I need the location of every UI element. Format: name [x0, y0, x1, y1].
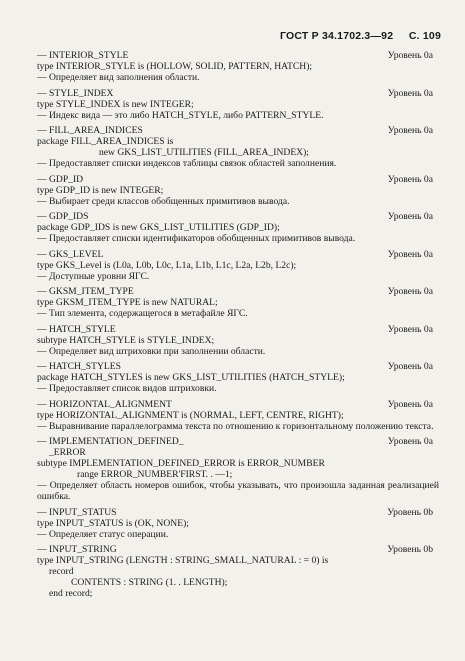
declaration: package HATCH_STYLES is new GKS_LIST_UTILITIES (HATCH_STYLE); — [37, 372, 345, 383]
entry-level: Уровень 0a — [387, 323, 433, 335]
record-keyword: record — [49, 566, 74, 577]
entry-level: Уровень 0a — [387, 87, 433, 99]
page-content — [37, 50, 439, 604]
declaration: type INPUT_STRING (LENGTH : STRING_SMALL_NATURAL : = 0) is — [37, 555, 329, 566]
entry-name: — GKSM_ITEM_TYPE — [37, 286, 134, 297]
entry-level: Уровень 0a — [387, 211, 433, 222]
declaration-continued: new GKS_LIST_UTILITIES (FILL_AREA_INDEX); — [99, 147, 309, 158]
comment: — Определяет вид заполнения области. — [37, 72, 200, 83]
entry-name: — GDP_IDS — [37, 211, 89, 222]
declaration: type HORIZONTAL_ALIGNMENT is (NORMAL, LEFT, CENTRE, RIGHT); — [37, 409, 344, 421]
entry-gks-level — [37, 249, 439, 282]
entry-input-status — [37, 507, 439, 540]
declaration: type GKSM_ITEM_TYPE is new NATURAL; — [37, 297, 218, 308]
entry-fill-area-indices — [37, 125, 439, 169]
entry-gdp-ids — [37, 211, 439, 244]
entry-name: — FILL_AREA_INDICES — [37, 125, 143, 136]
entry-name: — HATCH_STYLE — [37, 323, 116, 335]
entry-name-continued: _ERROR — [49, 447, 86, 458]
entry-hatch-style — [37, 324, 439, 357]
entry-level: Уровень 0b — [387, 544, 433, 555]
declaration: subtype IMPLEMENTATION_DEFINED_ERROR is ERROR_NUMBER — [37, 458, 325, 469]
declaration: type INPUT_STATUS is (OK, NONE); — [37, 517, 189, 529]
declaration: package GDP_IDS is new GKS_LIST_UTILITIES (GDP_ID); — [37, 222, 280, 233]
comment: — Предоставляет списки идентификаторов обобщенных примитивов вывода. — [37, 233, 356, 244]
entry-level: Уровень 0a — [387, 125, 433, 136]
entry-interior-style — [37, 50, 439, 83]
declaration: subtype HATCH_STYLE is STYLE_INDEX; — [37, 334, 215, 346]
entry-name: — INPUT_STATUS — [37, 506, 117, 518]
end-record: end record; — [49, 588, 93, 599]
entry-style-index — [37, 88, 439, 121]
record-field: CONTENTS : STRING (1. . LENGTH); — [71, 577, 228, 588]
declaration: type GKS_Level is (L0a, L0b, L0c, L1a, L1b, L1c, L2a, L2b, L2c); — [37, 259, 297, 271]
entry-level: Уровень 0a — [387, 398, 433, 410]
comment: — Определяет вид штриховки при заполнении области. — [37, 345, 266, 357]
entry-gdp-id — [37, 174, 439, 207]
standard-number: ГОСТ Р 34.1702.3—92 — [280, 30, 394, 42]
comment: — Тип элемента, содержащегося в метафайле ЯГС. — [37, 308, 248, 319]
entry-name: — IMPLEMENTATION_DEFINED_ — [37, 436, 184, 447]
comment: — Определяет статус операции. — [37, 528, 169, 540]
entry-level: Уровень 0a — [387, 173, 433, 185]
entry-name: — STYLE_INDEX — [37, 87, 114, 99]
page-number: С. 109 — [408, 30, 441, 42]
entry-name: — GKS_LEVEL — [37, 248, 104, 260]
entry-level: Уровень 0a — [387, 286, 433, 297]
entry-name: — HATCH_STYLES — [37, 361, 121, 372]
declaration: type GDP_ID is new INTEGER; — [37, 184, 164, 196]
entry-name: — INTERIOR_STYLE — [37, 50, 129, 61]
entry-input-string — [37, 544, 439, 599]
entry-name: — HORIZONTAL_ALIGNMENT — [37, 398, 172, 410]
entry-level: Уровень 0a — [387, 361, 433, 372]
comment: — Индекс вида — это либо HATCH_STYLE, либо PATTERN_STYLE. — [37, 109, 324, 121]
declaration: package FILL_AREA_INDICES is — [37, 136, 174, 147]
comment: — Предоставляет списки индексов таблицы связок областей заполнения. — [37, 158, 337, 169]
entry-level: Уровень 0a — [387, 50, 433, 61]
page-header — [280, 30, 441, 42]
comment: — Выбирает среди классов обобщенных примитивов вывода. — [37, 195, 290, 207]
declaration: type STYLE_INDEX is new INTEGER; — [37, 98, 194, 110]
comment: — Доступные уровни ЯГС. — [37, 270, 150, 282]
declaration: type INTERIOR_STYLE is (HOLLOW, SOLID, PATTERN, HATCH); — [37, 61, 313, 72]
comment: — Определяет область номеров ошибок, чтобы указывать, что произошла заданная реализацией ошибка. — [37, 480, 439, 502]
comment: — Предоставляет список видов штриховки. — [37, 383, 217, 394]
entry-hatch-styles — [37, 361, 439, 394]
entry-name: — INPUT_STRING — [37, 544, 117, 555]
entry-level: Уровень 0a — [387, 436, 433, 447]
entry-horizontal-alignment — [37, 399, 439, 432]
entry-implementation-defined-error — [37, 436, 439, 502]
declaration-continued: range ERROR_NUMBER'FIRST. . —1; — [77, 469, 233, 480]
entry-name: — GDP_ID — [37, 173, 84, 185]
entry-level: Уровень 0a — [387, 248, 433, 260]
entry-level: Уровень 0b — [387, 506, 433, 518]
entry-gksm-item-type — [37, 286, 439, 319]
comment: — Выравнивание параллелограмма текста по отношению к горизонтальному положению текста. — [37, 420, 434, 432]
